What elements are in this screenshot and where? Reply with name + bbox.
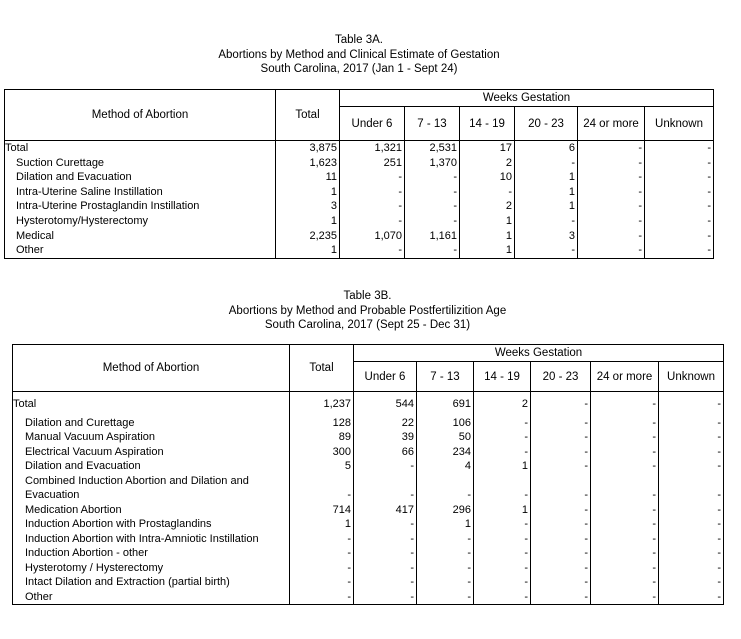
table-3b-row-value: 234: [417, 445, 474, 460]
table-3b-row-value: -: [531, 474, 591, 503]
table-3a-row-value: 1,370: [405, 156, 460, 171]
table-3a-row-value: -: [645, 214, 714, 229]
table-3b-row-total: 714: [290, 503, 354, 518]
table-3b-row-value: -: [531, 546, 591, 561]
table-3b-row-label: Induction Abortion - other: [13, 546, 290, 561]
table-3b-row-value: -: [354, 590, 417, 605]
table-3b-row-value: -: [531, 445, 591, 460]
table-3b-row-label: Induction Abortion with Intra-Amniotic Instillation: [13, 532, 290, 547]
table-3a-row-value: -: [515, 243, 578, 258]
table-3a-row-value: -: [645, 229, 714, 244]
table-3b-row: [13, 459, 724, 474]
table-3b-row: [13, 532, 724, 547]
table-3b-row-value: -: [531, 575, 591, 590]
table-3a-row-label: Medical: [5, 229, 276, 244]
table-3b-row-value: 1: [474, 503, 531, 518]
table-3a-row-label: Intra-Uterine Saline Instillation: [5, 185, 276, 200]
table-3a-row-value: 6: [515, 141, 578, 156]
table-3a-row-value: -: [405, 199, 460, 214]
table-3a-period: South Carolina, 2017 (Jan 1 - Sept 24): [260, 63, 458, 75]
table-3b-row-value: -: [531, 561, 591, 576]
table-3a-row-value: -: [340, 199, 405, 214]
table-3a-row-value: 2,531: [405, 141, 460, 156]
table-3b-row-label: Electrical Vacuum Aspiration: [13, 445, 290, 460]
table-3b-row-value: 691: [417, 392, 474, 412]
table-3a-row-label: Dilation and Evacuation: [5, 170, 276, 185]
table-3b-row-value: 296: [417, 503, 474, 518]
table-3a-row-value: -: [340, 170, 405, 185]
table-3b-row-value: -: [474, 430, 531, 445]
table-3a-row-value: -: [578, 156, 645, 171]
table-3b-row-value: 106: [417, 416, 474, 431]
table-3b-row-value: -: [591, 474, 659, 503]
table-3a-row-value: 1,321: [340, 141, 405, 156]
table-3b-row-value: -: [659, 517, 724, 532]
table-3b-row: [13, 590, 724, 605]
table-3a-row-total: 11: [276, 170, 340, 185]
table-3a-subtitle: Abortions by Method and Clinical Estimate of Gestation: [218, 48, 500, 61]
table-3b-col-header: 24 or more: [591, 362, 659, 392]
table-3b-row-label: Combined Induction Abortion and Dilation and Evacuation: [13, 474, 290, 503]
table-3b: [12, 344, 724, 605]
table-3b-row-value: -: [659, 546, 724, 561]
table-3b-row-value: -: [474, 517, 531, 532]
table-3a-row-value: -: [405, 170, 460, 185]
table-3b-row-value: -: [417, 532, 474, 547]
table-3a-row: [5, 243, 714, 258]
table-3b-row-value: -: [591, 445, 659, 460]
table-3b-row-label: Other: [13, 590, 290, 605]
table-3b-row-value: -: [659, 503, 724, 518]
table-3a-row: [5, 156, 714, 171]
table-3b-row-value: 50: [417, 430, 474, 445]
table-3b-row: [13, 416, 724, 431]
table-3b-row-label: Manual Vacuum Aspiration: [13, 430, 290, 445]
table-3b-row-value: -: [531, 430, 591, 445]
table-3a-row-label: Total: [5, 141, 276, 156]
table-3a-row-value: 1: [515, 199, 578, 214]
table-3a-row-value: -: [515, 214, 578, 229]
table-3b-row-total: -: [290, 474, 354, 503]
table-3a-body: [5, 141, 714, 259]
table-3b-row-value: -: [591, 416, 659, 431]
table-3b-weeks-header: Weeks Gestation: [354, 345, 724, 362]
table-3b-row-total: 5: [290, 459, 354, 474]
table-3b-row-value: -: [417, 474, 474, 503]
table-3a-weeks-header: Weeks Gestation: [340, 90, 714, 107]
table-3b-row: [13, 546, 724, 561]
table-3b-row-value: -: [474, 561, 531, 576]
table-3b-col-header: 14 - 19: [474, 362, 531, 392]
table-3b-row-value: -: [354, 546, 417, 561]
table-3b-row-value: -: [417, 546, 474, 561]
table-3b-row-value: -: [591, 430, 659, 445]
table-3a-row-value: 2: [460, 156, 515, 171]
table-3b-row-total: -: [290, 532, 354, 547]
table-3a-row-value: -: [578, 141, 645, 156]
table-3b-row: [13, 517, 724, 532]
table-3a-row-value: -: [578, 243, 645, 258]
table-3b-row-value: -: [659, 474, 724, 503]
table-3b-row-value: -: [591, 532, 659, 547]
table-3a-row-value: -: [340, 185, 405, 200]
table-3a-row-value: 1,161: [405, 229, 460, 244]
table-3b-row-value: -: [531, 416, 591, 431]
table-3a-row-total: 2,235: [276, 229, 340, 244]
table-3a-row-value: 2: [460, 199, 515, 214]
table-3b-row-value: -: [659, 445, 724, 460]
table-3b-row-value: -: [531, 503, 591, 518]
table-3b-row-value: -: [659, 561, 724, 576]
table-3b-row-value: -: [474, 474, 531, 503]
table-3a-row-total: 1,623: [276, 156, 340, 171]
table-3b-row-value: -: [354, 575, 417, 590]
table-3a-row-label: Hysterotomy/Hysterectomy: [5, 214, 276, 229]
table-3b-row-value: -: [531, 590, 591, 605]
table-3a-row-value: 1: [460, 229, 515, 244]
table-3a-col-header: 14 - 19: [460, 107, 515, 141]
table-3b-row-value: -: [659, 575, 724, 590]
table-3b-col-header: Unknown: [659, 362, 724, 392]
table-3b-total-header: Total: [290, 345, 354, 392]
table-3b-caption: [13, 289, 722, 333]
table-3a-col-header: Under 6: [340, 107, 405, 141]
table-3a-caption: [5, 33, 713, 77]
table-3a-row-value: -: [405, 214, 460, 229]
table-3b-row-value: -: [659, 590, 724, 605]
table-3b-row-value: -: [474, 416, 531, 431]
table-3b-row-value: -: [354, 459, 417, 474]
table-3a-row-value: -: [340, 214, 405, 229]
table-3b-col-header: 20 - 23: [531, 362, 591, 392]
table-3a-row-value: -: [515, 156, 578, 171]
table-3b-method-header: Method of Abortion: [13, 345, 290, 392]
table-3b-row-label: Total: [13, 392, 290, 412]
table-3a-row-value: -: [405, 243, 460, 258]
table-3b-subtitle: Abortions by Method and Probable Postfertilizition Age: [228, 304, 507, 317]
table-3a-row-value: 1: [515, 170, 578, 185]
table-3a-row: [5, 170, 714, 185]
table-3b-row-value: -: [417, 561, 474, 576]
table-3b-row-value: -: [591, 459, 659, 474]
table-3a-row-value: -: [578, 199, 645, 214]
table-3b-row-value: -: [591, 517, 659, 532]
table-3b-row-value: -: [417, 575, 474, 590]
table-3a-row-value: 1: [460, 214, 515, 229]
table-3b-row-value: -: [417, 590, 474, 605]
table-3b-row: [13, 445, 724, 460]
table-3b-row-label: Dilation and Evacuation: [13, 459, 290, 474]
table-3a: [4, 89, 714, 259]
table-3b-row: [13, 561, 724, 576]
table-3b-row-value: -: [659, 416, 724, 431]
table-3a-row-value: -: [645, 156, 714, 171]
table-3a-row-value: -: [645, 185, 714, 200]
table-3b-row-total: 89: [290, 430, 354, 445]
table-3b-row-value: 22: [354, 416, 417, 431]
table-3b-row-value: -: [591, 503, 659, 518]
table-3b-row-value: 39: [354, 430, 417, 445]
table-3a-row-value: -: [340, 243, 405, 258]
table-3a-method-header: Method of Abortion: [5, 90, 276, 141]
table-3b-row-value: -: [474, 532, 531, 547]
table-3a-row-value: 251: [340, 156, 405, 171]
table-3a-row-value: -: [645, 243, 714, 258]
table-3b-row-label: Intact Dilation and Extraction (partial birth): [13, 575, 290, 590]
table-3a-col-header: Unknown: [645, 107, 714, 141]
table-3b-col-header: 7 - 13: [417, 362, 474, 392]
table-3b-row-value: -: [354, 517, 417, 532]
table-3a-row-value: -: [578, 185, 645, 200]
table-3b-body: [13, 392, 724, 605]
table-3a-row: [5, 229, 714, 244]
table-3b-row: [13, 503, 724, 518]
table-3b-row-value: 66: [354, 445, 417, 460]
table-3b-row-value: 544: [354, 392, 417, 412]
table-3b-row-total: 128: [290, 416, 354, 431]
table-3b-row-value: -: [591, 546, 659, 561]
table-3b-row-value: -: [659, 532, 724, 547]
table-3a-row-total: 1: [276, 243, 340, 258]
table-3b-col-header: Under 6: [354, 362, 417, 392]
table-3b-row-total: 300: [290, 445, 354, 460]
table-3b-row-total: -: [290, 590, 354, 605]
table-3a-row-total: 1: [276, 185, 340, 200]
table-3b-row-value: 1: [474, 459, 531, 474]
table-3a-row-value: 1,070: [340, 229, 405, 244]
table-3b-row: [13, 430, 724, 445]
table-3b-row-value: -: [531, 392, 591, 412]
table-3a-row-total: 3,875: [276, 141, 340, 156]
table-3a-row-value: -: [578, 229, 645, 244]
table-3b-row-value: -: [531, 532, 591, 547]
table-3b-row-total: -: [290, 575, 354, 590]
table-3a-row-value: -: [645, 170, 714, 185]
table-3a-row: [5, 185, 714, 200]
table-3b-row-value: 2: [474, 392, 531, 412]
table-3b-row-total: -: [290, 561, 354, 576]
table-3b-row-value: -: [354, 532, 417, 547]
table-3b-row-value: -: [591, 575, 659, 590]
table-3b-row-label: Hysterotomy / Hysterectomy: [13, 561, 290, 576]
table-3b-title: Table 3B.: [343, 290, 392, 302]
table-3a-col-header: 24 or more: [578, 107, 645, 141]
table-3a-row-value: 17: [460, 141, 515, 156]
table-3b-row-label: Induction Abortion with Prostaglandins: [13, 517, 290, 532]
table-3b-row-value: -: [659, 392, 724, 412]
table-3b-row: [13, 474, 724, 503]
table-3b-row-value: -: [354, 474, 417, 503]
table-3a-row-value: 10: [460, 170, 515, 185]
table-3a-row-total: 3: [276, 199, 340, 214]
table-3a-title: Table 3A.: [335, 34, 383, 46]
table-3a-row: [5, 199, 714, 214]
table-3b-row-value: -: [591, 590, 659, 605]
table-3a-row-label: Other: [5, 243, 276, 258]
table-3a-col-header: 7 - 13: [405, 107, 460, 141]
table-3b-row-value: -: [531, 517, 591, 532]
table-3a-row: [5, 141, 714, 156]
table-3b-row-value: -: [474, 546, 531, 561]
table-3b-row-value: -: [354, 561, 417, 576]
table-3b-row-value: 417: [354, 503, 417, 518]
table-3b-row-value: -: [474, 575, 531, 590]
table-3a-total-header: Total: [276, 90, 340, 141]
table-3a-row-value: -: [405, 185, 460, 200]
table-3a-row-value: -: [645, 141, 714, 156]
table-3b-row-value: -: [531, 459, 591, 474]
table-3a-row: [5, 214, 714, 229]
table-3a-row-value: -: [578, 214, 645, 229]
table-3a-row-value: 3: [515, 229, 578, 244]
table-3b-row: [13, 392, 724, 412]
table-3b-row-value: -: [591, 561, 659, 576]
table-3a-row-value: -: [460, 185, 515, 200]
table-3b-period: South Carolina, 2017 (Sept 25 - Dec 31): [264, 319, 471, 331]
table-3b-row-value: -: [474, 590, 531, 605]
table-3a-row-label: Suction Curettage: [5, 156, 276, 171]
table-3b-row-total: 1: [290, 517, 354, 532]
table-3a-row-value: -: [578, 170, 645, 185]
table-3a-row-value: 1: [515, 185, 578, 200]
table-3a-col-header: 20 - 23: [515, 107, 578, 141]
table-3a-row-value: 1: [460, 243, 515, 258]
table-3b-row-total: 1,237: [290, 392, 354, 412]
table-3b-row-value: 1: [417, 517, 474, 532]
table-3b-row: [13, 575, 724, 590]
table-3b-row-value: -: [591, 392, 659, 412]
table-3b-row-value: -: [659, 430, 724, 445]
table-3b-row-value: 4: [417, 459, 474, 474]
table-3b-row-total: -: [290, 546, 354, 561]
table-3a-row-label: Intra-Uterine Prostaglandin Instillation: [5, 199, 276, 214]
table-3b-row-label: Dilation and Curettage: [13, 416, 290, 431]
table-3b-row-value: -: [474, 445, 531, 460]
table-3b-row-value: -: [659, 459, 724, 474]
table-3a-row-total: 1: [276, 214, 340, 229]
table-3b-row-label: Medication Abortion: [13, 503, 290, 518]
table-3a-row-value: -: [645, 199, 714, 214]
